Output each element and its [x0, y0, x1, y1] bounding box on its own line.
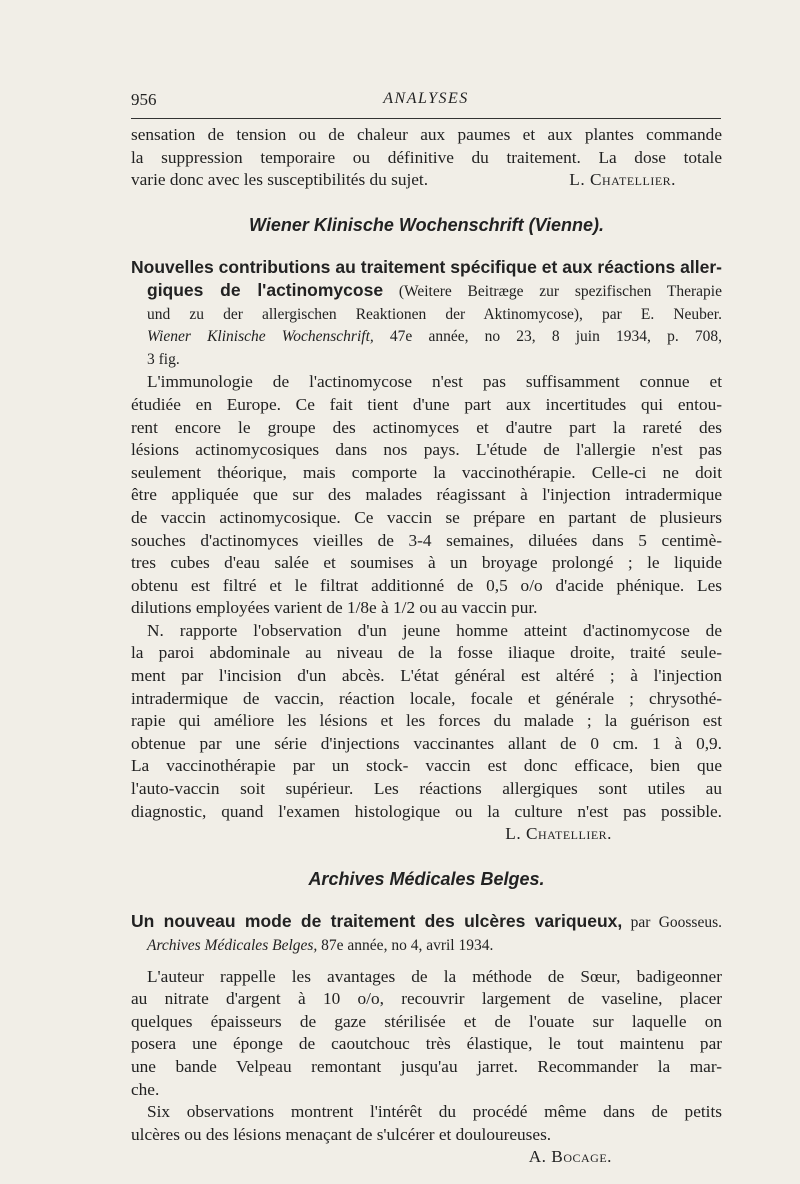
- reference-line: [131, 326, 722, 349]
- article-title: Nouvelles contributions au traitement spécifique et aux réactions aller-: [131, 257, 722, 278]
- reference-journal: Archives Médicales Belges,: [147, 937, 318, 954]
- reference-line: [131, 935, 722, 958]
- text-line: che.: [131, 1079, 160, 1099]
- text-line: rapie qui améliore les lésions et les forces du malade ; la guérison est: [131, 711, 722, 731]
- text-line: [131, 169, 722, 192]
- journal-heading: Archives Médicales Belges.: [308, 868, 545, 889]
- text-line: quelques épaisseurs de gaze stérilisée et de l'ouate sur laquelle on: [131, 1011, 722, 1031]
- text-line: l'auto-vaccin soit supérieur. Les réactions allergiques sont utiles au: [131, 779, 722, 799]
- text-line: intradermique de vaccin, réaction locale, focale et générale ; chrysothé-: [131, 688, 722, 708]
- text-line: être appliquée que sur des malades réagissant à l'injection intradermique: [131, 485, 722, 505]
- article-german-title: (Weitere Beitræge zur spezifischen Therapie: [383, 282, 722, 300]
- text-line: La vaccinothérapie par un stock- vaccin est donc efficace, bien que: [131, 756, 722, 776]
- text-line: N. rapporte l'observation d'un jeune homme atteint d'actinomycose de: [147, 620, 722, 640]
- paragraph: [131, 966, 722, 1102]
- paragraph: [131, 620, 722, 823]
- text-line-last: varie donc avec les susceptibilités du sujet.: [131, 170, 429, 190]
- running-title: ANALYSES: [383, 90, 469, 107]
- text-line: L'auteur rappelle les avantages de la méthode de Sœur, badigeonner: [147, 966, 722, 986]
- article-title-line: [131, 910, 722, 935]
- text-line: ment par l'incision d'un abcès. L'état général est altéré ; à l'injection: [131, 666, 722, 686]
- article-title-end: giques de l'actinomycose: [147, 279, 384, 300]
- continued-paragraph: [131, 124, 722, 192]
- text-line: posera une éponge de caoutchouc très élastique, le tout maintenu par: [131, 1034, 722, 1054]
- text-line: la paroi abdominale au niveau de la fosse iliaque droite, traité seule-: [131, 643, 722, 663]
- reference-line: 3 fig.: [147, 350, 180, 368]
- signature: L. Chatellier.: [505, 824, 612, 844]
- running-head: [131, 90, 721, 112]
- reference-details: 47e année, no 23, 8 juin 1934, p. 708,: [373, 328, 722, 346]
- paragraph: [131, 1101, 722, 1146]
- text-line: obtenu est filtré et le filtrat additionné de 0,5 o/o d'acide phénique. Les: [131, 575, 722, 595]
- text-line: Six observations montrent l'intérêt du procédé même dans de petits: [147, 1102, 722, 1122]
- text-line: diagnostic, quand l'examen histologique ou la culture n'est pas possible.: [131, 801, 722, 821]
- text-line: la suppression temporaire ou définitive du traitement. La dose totale: [131, 147, 722, 167]
- signature: A. Bocage.: [528, 1147, 612, 1167]
- article-reference: [131, 256, 722, 371]
- text-line: de vaccin actinomycosique. Ce vaccin se prépare en partant de plusieurs: [131, 507, 722, 527]
- page-body: [131, 124, 722, 1169]
- article-title-cont: [131, 279, 722, 304]
- text-line: dilutions employées varient de 1/8e à 1/2 ou au vaccin pur.: [131, 598, 538, 618]
- text-line: souches d'actinomyces vieilles de 3-4 semaines, diluées dans 5 centimè-: [131, 530, 722, 550]
- page-number: 956: [131, 90, 157, 109]
- article-author: par Goosseus.: [622, 914, 722, 932]
- reference-details: 87e année, no 4, avril 1934.: [317, 937, 494, 954]
- text-line: obtenue par une série d'injections vaccinantes allant de 0 cm. 1 à 0,9.: [131, 733, 722, 753]
- reference-journal: Wiener Klinische Wochenschrift,: [147, 328, 374, 346]
- text-line: lésions actinomycosiques dans nos pays. L'étude de l'allergie n'est pas: [131, 440, 722, 460]
- article-title: Un nouveau mode de traitement des ulcères variqueux,: [131, 911, 623, 932]
- text-line: seulement théorique, mais comporte la vaccinothérapie. Celle-ci ne doit: [131, 462, 722, 482]
- text-line: une bande Velpeau remontant jusqu'au jarret. Recommander la mar-: [131, 1056, 722, 1076]
- signature: L. Chatellier.: [569, 170, 676, 190]
- text-line: L'immunologie de l'actinomycose n'est pas suffisamment connue et: [147, 372, 722, 392]
- text-line: étudiée en Europe. Ce fait tient d'une part aux incertitudes qui entou-: [131, 394, 722, 414]
- article-reference: [131, 910, 722, 957]
- text-line: ulcères ou des lésions menaçant de s'ulcérer et douloureuses.: [131, 1124, 552, 1144]
- text-line: rent encore le groupe des actinomyces et d'autre part la rareté des: [131, 417, 722, 437]
- reference-line: und zu der allergischen Reaktionen der Aktinomycose), par E. Neuber.: [147, 305, 722, 323]
- header-rule: [131, 118, 721, 119]
- text-line: sensation de tension ou de chaleur aux paumes et aux plantes commande: [131, 125, 722, 144]
- text-line: tres cubes d'eau salée et soumises à un broyage prolongé ; le liquide: [131, 553, 722, 573]
- text-line: au nitrate d'argent à 10 o/o, recouvrir largement de vaseline, placer: [131, 989, 722, 1009]
- journal-heading: Wiener Klinische Wochenschrift (Vienne).: [249, 214, 604, 235]
- paragraph: [131, 371, 722, 620]
